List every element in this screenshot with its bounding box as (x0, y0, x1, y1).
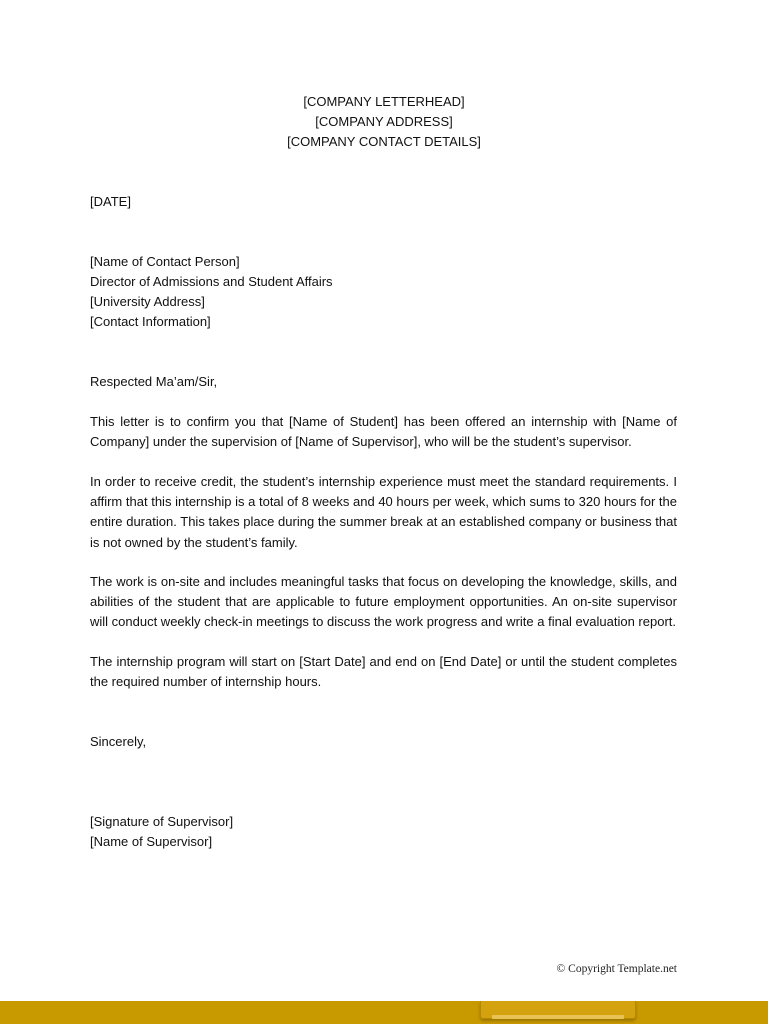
body-paragraph-4: The internship program will start on [Start Date] and end on [End Date] or until the student completes the required number of internship hours. (90, 654, 677, 690)
signature-line: [Signature of Supervisor] (90, 814, 234, 829)
body-paragraph-3: The work is on-site and includes meaningful tasks that focus on developing the knowledge, skills, and abilities of the student that are applicable to future employment opportunities. An on-site supervisor will conduct weekly check-in meetings to discuss the work progress and write a final evaluation report. (90, 574, 677, 630)
salutation: Respected Ma’am/Sir, (90, 374, 218, 389)
recipient-title: Director of Admissions and Student Affairs (90, 274, 333, 289)
footer-tab-highlight (492, 1015, 624, 1019)
recipient-block (90, 252, 677, 332)
supervisor-name: [Name of Supervisor] (90, 834, 213, 849)
letterhead-contact: [COMPANY CONTACT DETAILS] (287, 134, 481, 149)
letter-date: [DATE] (90, 194, 131, 209)
closing: Sincerely, (90, 734, 147, 749)
body-paragraph-1: This letter is to confirm you that [Name of Student] has been offered an internship with [Name of Company] under the supervision of [Name of Supervisor], who will be the student’s supervisor. (90, 414, 677, 450)
copyright-notice: © Copyright Template.net (556, 963, 677, 975)
closing-block (90, 732, 677, 752)
recipient-name: [Name of Contact Person] (90, 254, 240, 269)
recipient-address: [University Address] (90, 294, 205, 309)
recipient-contact: [Contact Information] (90, 314, 211, 329)
body-paragraph-2: In order to receive credit, the student’s internship experience must meet the standard requirements. I affirm that this internship is a total of 8 weeks and 40 hours per week, which sums to 320 hours for the entire duration. This takes place during the summer break at an established company or business that is not owned by the student’s family. (90, 474, 677, 550)
footer-bar (0, 1001, 768, 1024)
date-block (90, 192, 677, 212)
letterhead-company: [COMPANY LETTERHEAD] (303, 94, 465, 109)
salutation-block (90, 372, 677, 392)
letterhead (0, 92, 768, 152)
letterhead-address: [COMPANY ADDRESS] (315, 114, 453, 129)
signature-block (90, 812, 677, 852)
footer-tab (480, 1001, 636, 1019)
